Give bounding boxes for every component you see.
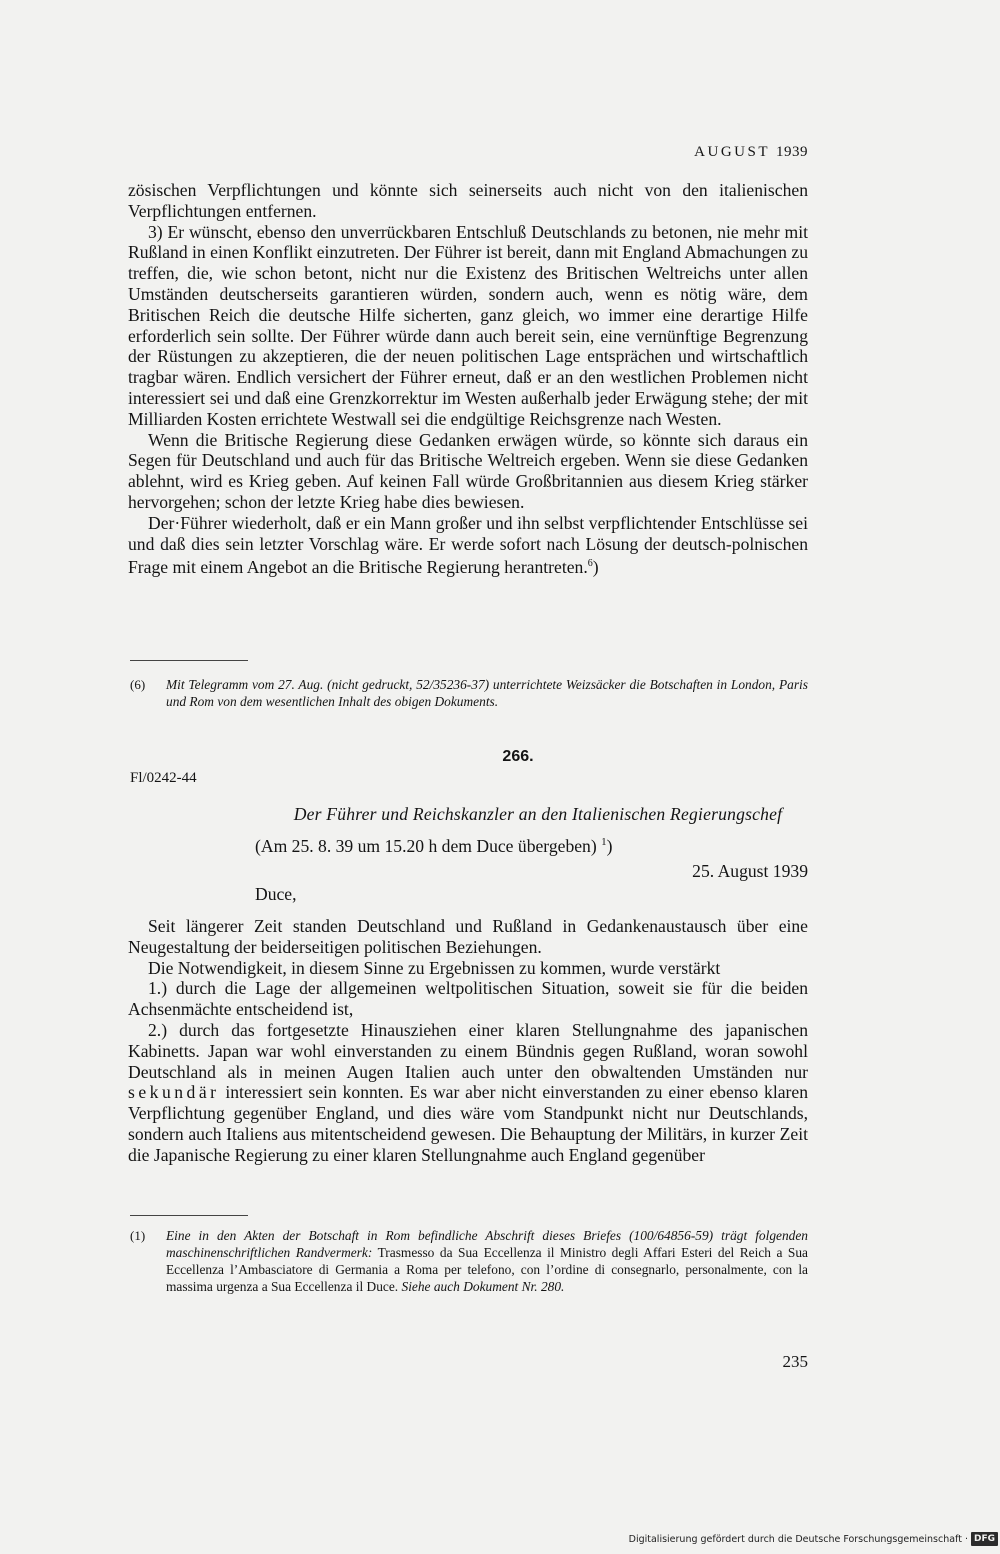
dfg-logo: DFG: [971, 1532, 998, 1546]
footnote-marker: (1): [130, 1228, 146, 1243]
document-subtitle: [255, 836, 612, 857]
digitization-credit: [629, 1532, 998, 1546]
running-header: [694, 144, 808, 161]
footnote-text: Mit Telegramm vom 27. Aug. (nicht gedruckt, 52/35236-37) unterrichtete Weizsäcker die Botschaften in London, Paris und Rom von dem wesentlichen Inhalt des obigen Dokuments.: [166, 677, 808, 709]
credit-text: Digitalisierung gefördert durch die Deutsche Forschungsgemeinschaft: [628, 1533, 962, 1545]
document-number: 266.: [502, 748, 534, 765]
credit-separator: ·: [964, 1533, 968, 1545]
paragraph: Wenn die Britische Regierung diese Gedanken erwägen würde, so könnte sich daraus ein Segen für Deutschland und auch für das Britische Weltreich ergeben. Wenn sie diese Gedanken ablehnt, wird es Krieg geben. Auf keinen Fall würde Großbritannien aus diesem Krieg stärker hervorgehen; schon der letzte Krieg habe dies bewiesen.: [128, 429, 808, 512]
document-title: Der Führer und Reichskanzler an den Italienischen Regierungschef: [293, 804, 783, 824]
paragraph: [128, 513, 808, 578]
paragraph-text: Der·Führer wiederholt, daß er ein Mann großer und ihn selbst verpflichtender Entschlüsse sei und daß dies sein letzter Vorschlag wäre. Er werde sofort nach Lösung der deutsch-polnischen Frage mit einem Angebot an die Britische Regierung herantreten.: [128, 512, 808, 578]
footnote-plain-text: Trasmesso da Sua Eccellenza il Ministro degli Affari Esteri del Reich a Sua Eccellenza l’Ambasciatore di Germania a Roma per telefono, con l’ordine di consegnarlo, personalmente, con la massima urgenza a Sua Eccellenza il Duce.: [166, 1245, 809, 1294]
file-reference: Fl/0242-44: [130, 770, 197, 786]
footnote-italic-text: Eine in den Akten der Botschaft in Rom befindliche Abschrift dieses Briefes (100/64856-59) trägt folgenden maschinenschriftlichen Randvermerk:: [166, 1228, 808, 1260]
emphasized-word: sekundär: [128, 1082, 220, 1103]
footnote-divider: [130, 660, 248, 661]
salutation: Duce,: [255, 884, 297, 904]
paragraph-text: interessiert sein konnten. Es war aber nicht einverstanden zu einer ebenso klaren Verpflichtung gegenüber England, und dies wäre vom Standpunkt nicht nur Deutschlands, sondern auch Italiens aus mitentscheidend gewesen. Die Behauptung der Militärs, in kurzer Zeit die Japanische Regierung zu einer klaren Stellungnahme auch England gegenüber: [128, 1082, 808, 1165]
document-date: 25. August 1939: [692, 861, 808, 881]
paragraph-text: 2.) durch das fortgesetzte Hinausziehen einer klaren Stellungnahme des japanischen Kabinetts. Japan war wohl einverstanden zu einem Bündnis gegen Rußland, woran sowohl Deutschland als in meinen Augen Italien auch unter den obwaltenden Umständen nur: [128, 1019, 808, 1082]
page-number: 235: [782, 1352, 808, 1371]
paragraph-end: ): [592, 557, 599, 578]
footnote-marker: (6): [130, 677, 146, 692]
paragraph: Seit längerer Zeit standen Deutschland und Rußland in Gedankenaustausch über eine Neugestaltung der beiderseitigen politischen Beziehungen.: [128, 916, 808, 957]
footnote-reference: 6: [587, 558, 593, 570]
footnote-italic-text: Siehe auch Dokument Nr. 280.: [401, 1279, 565, 1294]
footnote: [130, 676, 808, 710]
header-year: 1939: [776, 144, 808, 160]
footnote-reference: 1: [601, 836, 607, 849]
paragraph: Die Notwendigkeit, in diesem Sinne zu Ergebnissen zu kommen, wurde verstärkt: [148, 957, 721, 978]
paragraph: 3) Er wünscht, ebenso den unverrückbaren Entschluß Deutschlands zu betonen, nie mehr mit Rußland in einen Konflikt einzutreten. Der Führer ist bereit, dann mit England Abmachungen zu treffen, die, wie schon betont, nicht nur die Existenz des Britischen Weltreichs unter allen Umständen deutscherseits garantieren würden, sondern auch, wenn es nötig wäre, dem Britischen Reich die deutsche Hilfe sicherten, ganz gleich, wo immer eine derartige Hilfe erforderlich sein sollte. Der Führer würde dann auch bereit sein, eine vernünftige Begrenzung der Rüstungen zu akzeptieren, die der neuen politischen Lage entsprächen und wirtschaftlich tragbar wären. Endlich versichert der Führer erneut, daß er an den westlichen Problemen nicht interessiert sei und daß eine Grenzkorrektur im Westen außerhalb jeder Erwägung stehe; der mit Milliarden Kosten errichtete Westwall sei die endgültige Reichsgrenze nach Westen.: [128, 221, 808, 429]
header-month: AUGUST: [694, 144, 770, 160]
paragraph: [128, 1020, 808, 1166]
body-text-continued: [128, 180, 808, 578]
subtitle-text: (Am 25. 8. 39 um 15.20 h dem Duce übergeben): [255, 836, 597, 856]
subtitle-end: ): [606, 836, 613, 856]
letter-body: [128, 916, 808, 1166]
paragraph: zösischen Verpflichtungen und könnte sich seinerseits auch nicht von den italienischen Verpflichtungen entfernen.: [128, 180, 808, 221]
footnote-divider: [130, 1215, 248, 1216]
footnote-text: [166, 1227, 808, 1295]
paragraph: 1.) durch die Lage der allgemeinen weltpolitischen Situation, soweit sie für die beiden Achsenmächte entscheidend ist,: [128, 978, 808, 1020]
footnote: [130, 1227, 808, 1295]
